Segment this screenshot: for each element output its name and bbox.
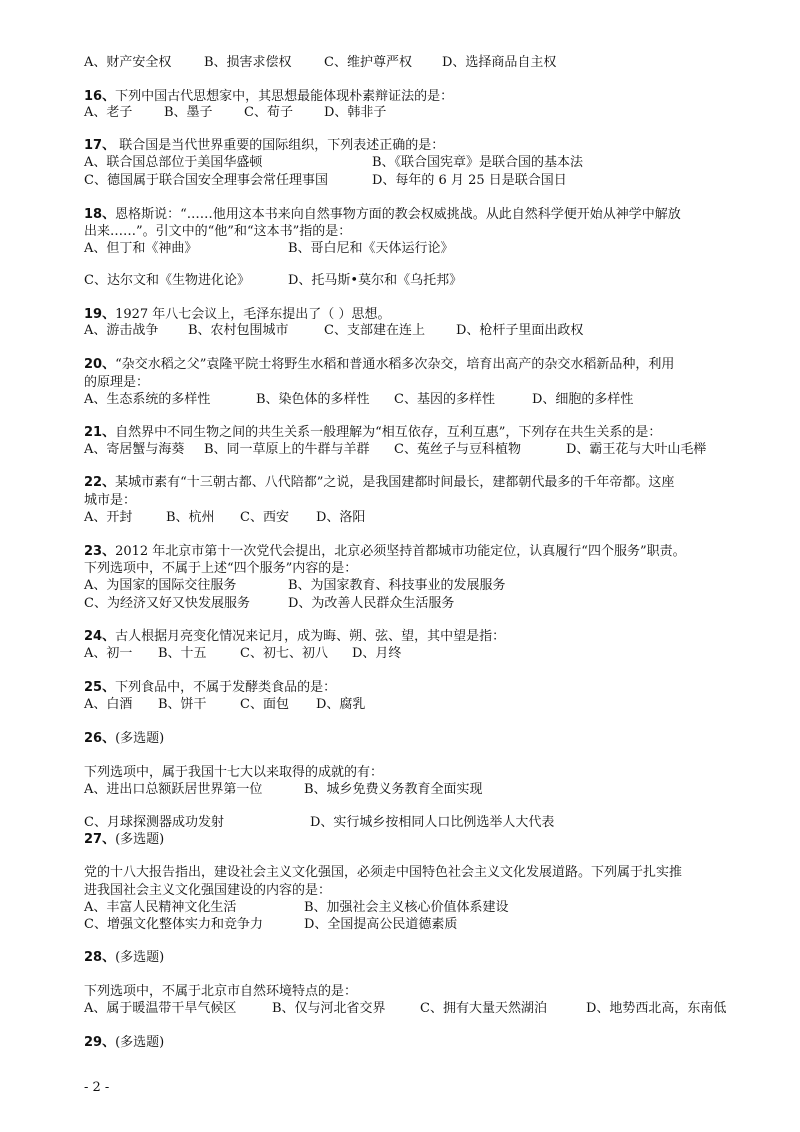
- question-text: 下列食品中，不属于发酵类食品的是：: [115, 680, 337, 695]
- question-number: 24、: [84, 629, 116, 644]
- question-type-tag: (多选题): [115, 832, 165, 847]
- question-22: [84, 474, 674, 492]
- option-c: C、增强文化整体实力和竞争力: [84, 917, 263, 932]
- option-b: B、十五: [158, 646, 207, 661]
- option-a: A、进出口总额跃居世界第一位: [84, 782, 263, 797]
- question-number: 18、: [84, 207, 116, 222]
- question-text: “杂交水稻之父”袁隆平院士将野生水稻和普通水稻多次杂交，培育出高产的杂交水稻新品种，利用: [115, 357, 675, 372]
- option-d: D、细胞的多样性: [532, 392, 634, 407]
- option-c: C、达尔文和《生物进化论》: [84, 273, 250, 288]
- question-number: 16、: [84, 89, 116, 104]
- option-d: D、月终: [352, 646, 402, 661]
- question-24: [84, 628, 505, 646]
- question-text: 1927 年八七会议上，毛泽东提出了（ ）思想。: [115, 307, 391, 322]
- question-20: [84, 356, 674, 374]
- option-a: A、丰富人民精神文化生活: [84, 900, 237, 915]
- question-number: 26、: [84, 731, 116, 746]
- option-d: D、每年的 6 月 25 日是联合国日: [372, 173, 567, 188]
- option-a: A、联合国总部位于美国华盛顿: [84, 155, 263, 170]
- question-text: 自然界中不同生物之间的共生关系一般理解为“相互依存，互利互惠”，下列存在共生关系的是：: [115, 425, 662, 440]
- option-c: C、月球探测器成功发射: [84, 815, 224, 830]
- option-a: A、寄居蟹与海葵: [84, 442, 185, 457]
- option-a: A、游击战争: [84, 323, 159, 338]
- question-text: 某城市素有“十三朝古都、八代陪都”之说，是我国建都时间最长，建都朝代最多的千年帝都。这座: [115, 475, 675, 490]
- option-c: C、初七、初八: [240, 646, 328, 661]
- option-c: C、基因的多样性: [394, 392, 495, 407]
- question-27-line2: 进我国社会主义文化强国建设的内容的是：: [84, 883, 332, 898]
- option-a: A、属于暖温带干旱气候区: [84, 1001, 237, 1016]
- question-number: 22、: [84, 475, 116, 490]
- option-c: C、为经济又好又快发展服务: [84, 596, 250, 611]
- question-25: [84, 679, 336, 697]
- option-c: C、西安: [240, 510, 289, 525]
- option-d: D、全国提高公民道德素质: [304, 917, 458, 932]
- option-d: D、韩非子: [324, 105, 387, 120]
- option-b: B、染色体的多样性: [256, 392, 370, 407]
- question-26: 下列选项中，属于我国十七大以来取得的成就的有：: [84, 765, 384, 780]
- question-number: 27、: [84, 832, 116, 847]
- option-b: B、《联合国宪章》是联合国的基本法: [372, 155, 584, 170]
- question-text: 联合国是当代世界重要的国际组织，下列表述正确的是：: [115, 138, 445, 153]
- option-b: B、损害求偿权: [204, 55, 292, 70]
- question-text: 下列中国古代思想家中，其思想最能体现朴素辩证法的是：: [115, 89, 454, 104]
- option-b: B、杭州: [166, 510, 215, 525]
- option-b: B、哥白尼和《天体运行论》: [288, 241, 454, 256]
- question-type-tag: (多选题): [115, 1035, 165, 1050]
- question-number: 17、: [84, 138, 116, 153]
- question-type-tag: (多选题): [115, 731, 165, 746]
- question-type-tag: (多选题): [115, 950, 165, 965]
- option-a: A、老子: [84, 105, 133, 120]
- question-27-header: [84, 831, 164, 849]
- option-b: B、同一草原上的牛群与羊群: [204, 442, 370, 457]
- option-d: D、实行城乡按相同人口比例选举人大代表: [310, 815, 555, 830]
- question-20-line2: 的原理是：: [84, 375, 150, 390]
- question-number: 23、: [84, 544, 116, 559]
- question-number: 19、: [84, 307, 116, 322]
- option-d: D、地势西北高，东南低: [586, 1001, 727, 1016]
- question-text: 恩格斯说：“……他用这本书来向自然事物方面的教会权威挑战。从此自然科学便开始从神学中解放: [115, 207, 681, 222]
- question-28: 下列选项中，不属于北京市自然环境特点的是：: [84, 984, 358, 999]
- page-number: - 2 -: [84, 1080, 110, 1095]
- option-d: D、霸王花与大叶山毛榉: [566, 442, 707, 457]
- option-b: B、农村包围城市: [188, 323, 289, 338]
- question-text: 古人根据月亮变化情况来记月，成为晦、朔、弦、望，其中望是指：: [115, 629, 506, 644]
- option-b: B、城乡免费义务教育全面实现: [304, 782, 483, 797]
- question-number: 25、: [84, 680, 116, 695]
- question-28-header: [84, 949, 164, 967]
- option-a: A、开封: [84, 510, 133, 525]
- option-c: C、面包: [240, 697, 289, 712]
- option-d: D、为改善人民群众生活服务: [288, 596, 455, 611]
- question-21: [84, 424, 661, 442]
- question-number: 20、: [84, 357, 116, 372]
- option-d: D、托马斯•莫尔和《乌托邦》: [288, 273, 463, 288]
- question-number: 21、: [84, 425, 116, 440]
- option-b: B、为国家教育、科技事业的发展服务: [288, 578, 506, 593]
- option-d: D、枪杆子里面出政权: [456, 323, 584, 338]
- option-c: C、维护尊严权: [324, 55, 412, 70]
- option-b: B、仅与河北省交界: [272, 1001, 386, 1016]
- question-22-line2: 城市是：: [84, 493, 137, 508]
- option-b: B、加强社会主义核心价值体系建设: [304, 900, 509, 915]
- question-29-header: [84, 1034, 164, 1052]
- option-a: A、生态系统的多样性: [84, 392, 211, 407]
- option-a: A、为国家的国际交往服务: [84, 578, 237, 593]
- option-c: C、荀子: [244, 105, 293, 120]
- option-b: B、墨子: [164, 105, 213, 120]
- option-a: A、财产安全权: [84, 55, 172, 70]
- option-a: A、初一: [84, 646, 133, 661]
- question-27: 党的十八大报告指出，建设社会主义文化强国，必须走中国特色社会主义文化发展道路。下列属于扎实推: [84, 865, 683, 880]
- question-23: [84, 543, 686, 561]
- question-text: 2012 年北京市第十一次党代会提出，北京必须坚持首都城市功能定位，认真履行“四个服务”职责。: [115, 544, 686, 559]
- option-d: D、选择商品自主权: [442, 55, 557, 70]
- option-a: A、但丁和《神曲》: [84, 241, 198, 256]
- question-17: [84, 137, 444, 155]
- option-a: A、白酒: [84, 697, 133, 712]
- option-b: B、饼干: [158, 697, 207, 712]
- option-d: D、洛阳: [316, 510, 366, 525]
- option-c: C、德国属于联合国安全理事会常任理事国: [84, 173, 328, 188]
- option-c: C、支部建在连上: [324, 323, 425, 338]
- option-c: C、拥有大量天然湖泊: [420, 1001, 547, 1016]
- question-18: [84, 206, 681, 224]
- question-26-header: [84, 730, 164, 748]
- question-23-line2: 下列选项中，不属于上述“四个服务”内容的是：: [84, 561, 358, 576]
- question-18-line2: 出来……”。引文中的“他”和“这本书”指的是：: [84, 224, 352, 239]
- option-c: C、菟丝子与豆科植物: [394, 442, 521, 457]
- question-number: 28、: [84, 950, 116, 965]
- question-number: 29、: [84, 1035, 116, 1050]
- option-d: D、腐乳: [316, 697, 366, 712]
